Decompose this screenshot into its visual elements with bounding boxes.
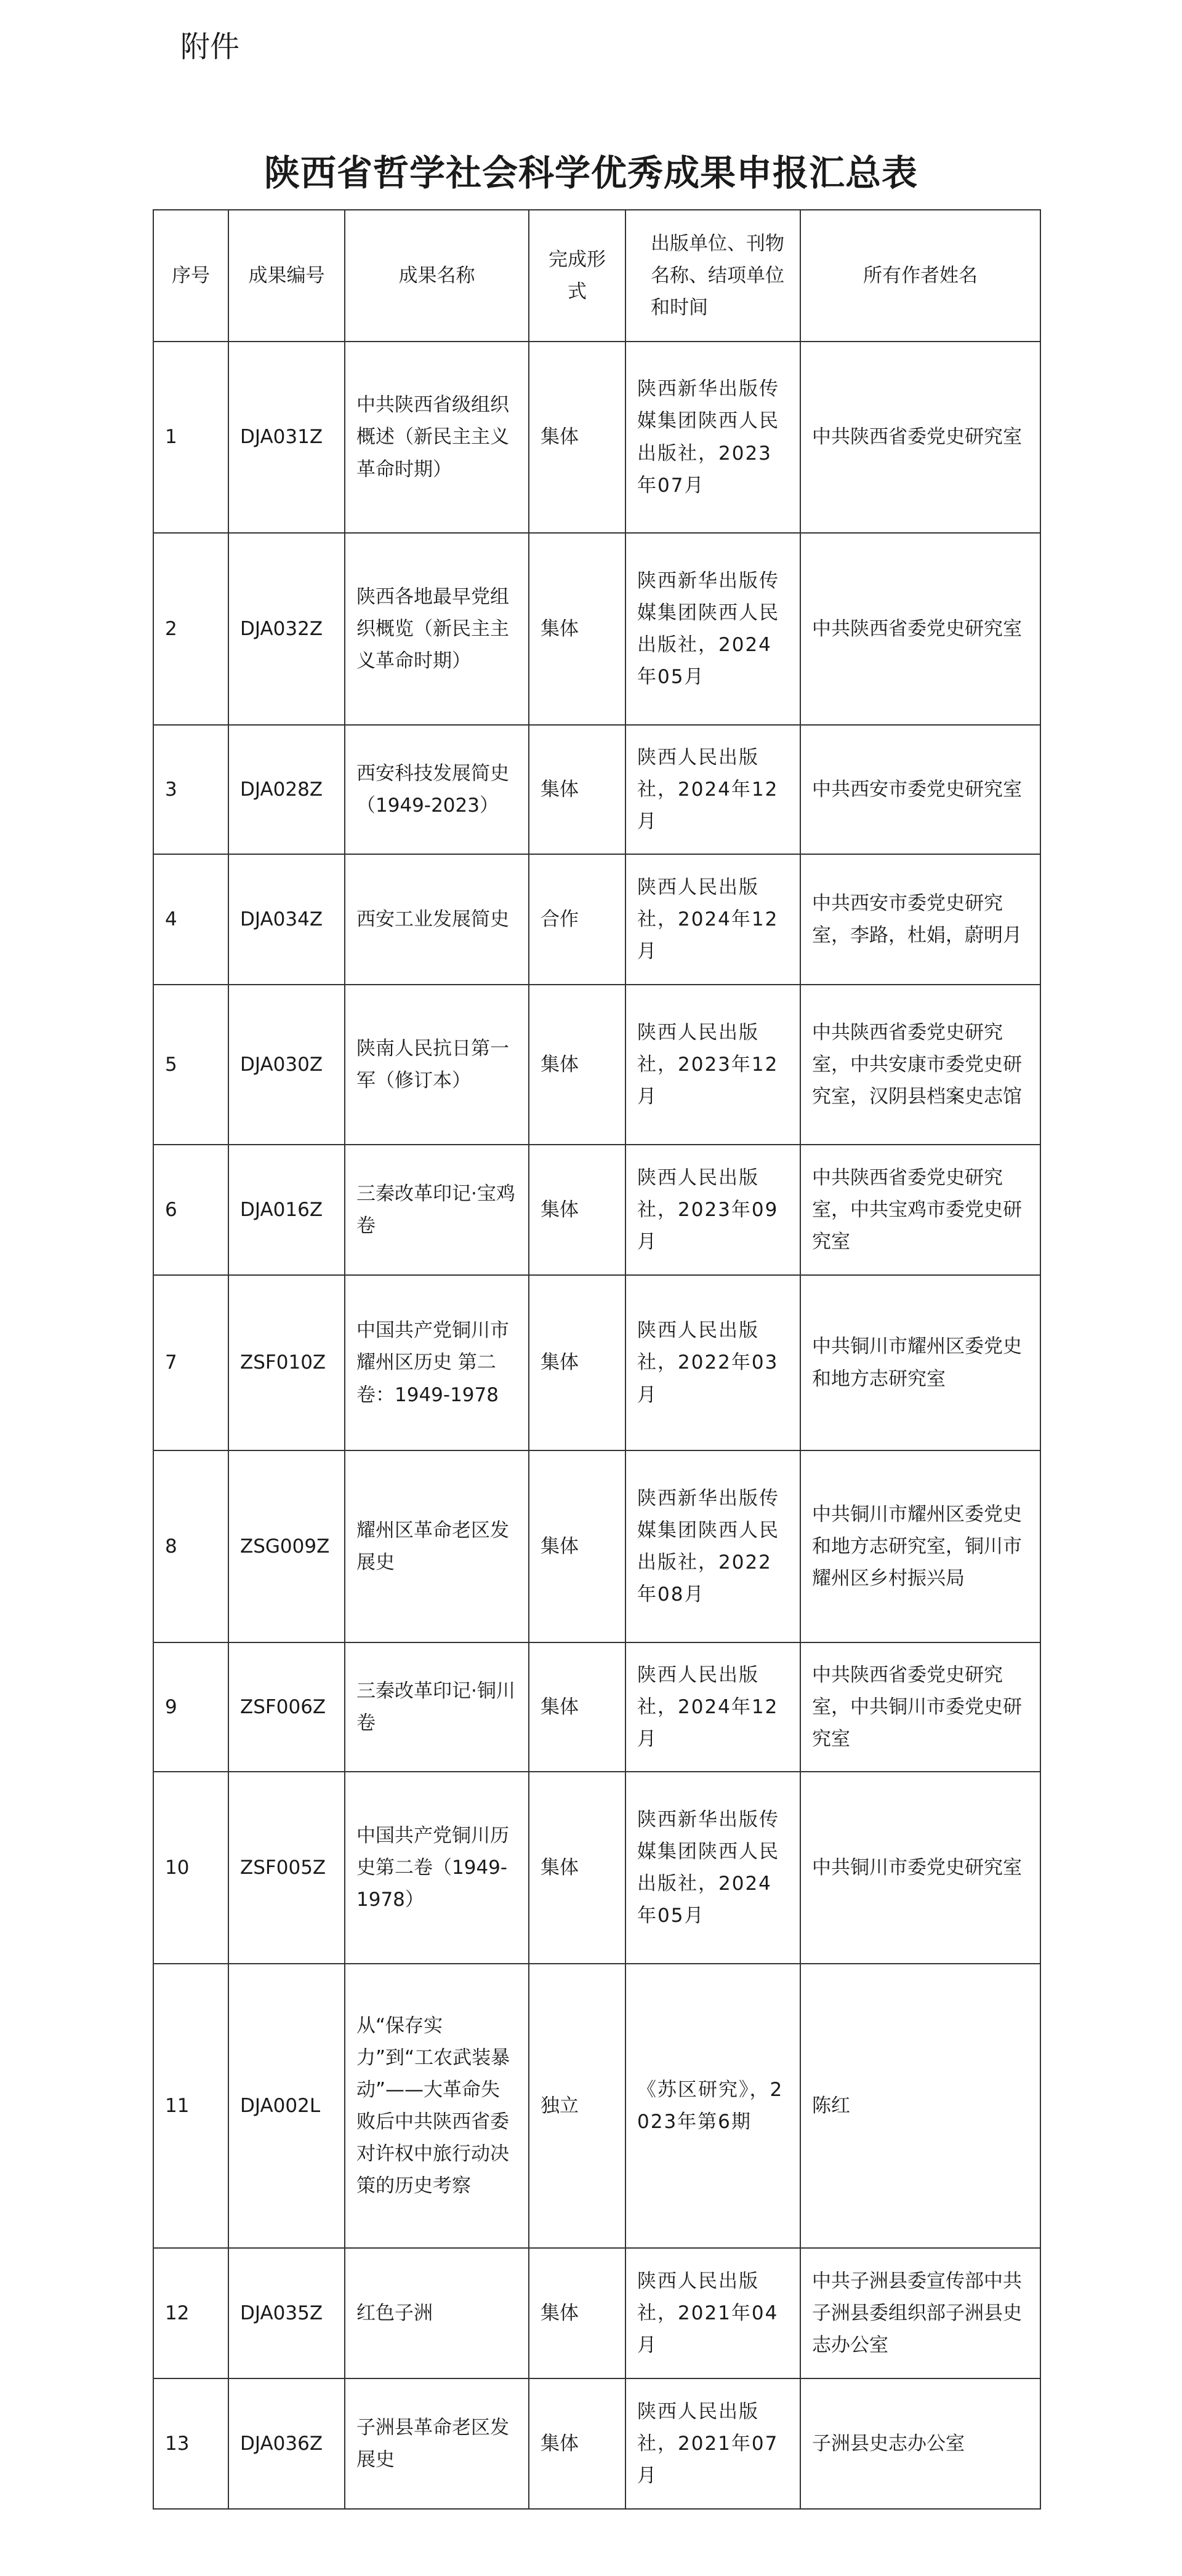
row-code: DJA031Z: [228, 342, 345, 533]
row-code: DJA016Z: [228, 1145, 345, 1275]
row-code: DJA034Z: [228, 854, 345, 985]
attachment-label: 附件: [180, 30, 240, 64]
row-authors: 中共陕西省委党史研究室，中共铜川市委党史研究室: [800, 1642, 1040, 1772]
row-publisher: 陕西人民出版社，2023年12月: [625, 985, 800, 1145]
row-code: ZSF010Z: [228, 1275, 345, 1450]
row-form: 集体: [529, 1772, 625, 1964]
achievements-summary-table: [153, 209, 1041, 2510]
row-code: DJA002L: [228, 1964, 345, 2248]
column-header-publisher: 出版单位、刊物名称、结项单位和时间: [625, 210, 800, 342]
row-name: 中共陕西省级组织概述（新民主主义革命时期）: [345, 342, 529, 533]
row-name: 红色子洲: [345, 2248, 529, 2378]
row-authors: 中共子洲县委宣传部中共子洲县委组织部子洲县史志办公室: [800, 2248, 1040, 2378]
row-name: 陕西各地最早党组织概览（新民主主义革命时期）: [345, 533, 529, 725]
column-header-name: 成果名称: [345, 210, 529, 342]
row-publisher: 陕西人民出版社，2023年09月: [625, 1145, 800, 1275]
row-authors: 中共西安市委党史研究室，李路，杜娟，蔚明月: [800, 854, 1040, 985]
row-form: 集体: [529, 342, 625, 533]
row-publisher: 陕西人民出版社，2024年12月: [625, 725, 800, 854]
table-row: [153, 985, 1040, 1145]
row-code: DJA035Z: [228, 2248, 345, 2378]
row-index: 11: [153, 1964, 228, 2248]
row-code: DJA032Z: [228, 533, 345, 725]
row-publisher: 陕西新华出版传媒集团陕西人民出版社，2024年05月: [625, 533, 800, 725]
row-name: 三秦改革印记·铜川卷: [345, 1642, 529, 1772]
column-header-authors: 所有作者姓名: [800, 210, 1040, 342]
row-form: 独立: [529, 1964, 625, 2248]
row-form: 合作: [529, 854, 625, 985]
row-code: ZSF005Z: [228, 1772, 345, 1964]
row-form: 集体: [529, 1642, 625, 1772]
row-form: 集体: [529, 1145, 625, 1275]
row-publisher: 陕西新华出版传媒集团陕西人民出版社，2022年08月: [625, 1450, 800, 1642]
row-authors: 中共铜川市耀州区委党史和地方志研究室: [800, 1275, 1040, 1450]
row-form: 集体: [529, 2378, 625, 2509]
row-authors: 中共铜川市委党史研究室: [800, 1772, 1040, 1964]
row-index: 13: [153, 2378, 228, 2509]
row-index: 6: [153, 1145, 228, 1275]
row-index: 3: [153, 725, 228, 854]
table-row: [153, 1450, 1040, 1642]
row-name: 从“保存实力”到“工农武装暴动”——大革命失败后中共陕西省委对许权中旅行动决策的历史考察: [345, 1964, 529, 2248]
table-row: [153, 1642, 1040, 1772]
row-code: DJA036Z: [228, 2378, 345, 2509]
table-header-row: [153, 210, 1040, 342]
row-authors: 中共陕西省委党史研究室: [800, 342, 1040, 533]
row-authors: 中共铜川市耀州区委党史和地方志研究室，铜川市耀州区乡村振兴局: [800, 1450, 1040, 1642]
table-row: [153, 1772, 1040, 1964]
column-header-index: 序号: [153, 210, 228, 342]
row-index: 7: [153, 1275, 228, 1450]
row-publisher: 陕西人民出版社，2024年12月: [625, 1642, 800, 1772]
row-index: 5: [153, 985, 228, 1145]
row-index: 1: [153, 342, 228, 533]
row-form: 集体: [529, 2248, 625, 2378]
row-name: 中国共产党铜川历史第二卷（1949-1978）: [345, 1772, 529, 1964]
table-row: [153, 1275, 1040, 1450]
row-index: 2: [153, 533, 228, 725]
table-row: [153, 1964, 1040, 2248]
row-authors: 中共陕西省委党史研究室: [800, 533, 1040, 725]
row-code: ZSF006Z: [228, 1642, 345, 1772]
row-publisher: 陕西人民出版社，2021年04月: [625, 2248, 800, 2378]
row-form: 集体: [529, 533, 625, 725]
row-name: 子洲县革命老区发展史: [345, 2378, 529, 2509]
table-row: [153, 1145, 1040, 1275]
row-index: 12: [153, 2248, 228, 2378]
row-form: 集体: [529, 725, 625, 854]
table-row: [153, 342, 1040, 533]
row-name: 三秦改革印记·宝鸡卷: [345, 1145, 529, 1275]
row-form: 集体: [529, 985, 625, 1145]
row-authors: 中共陕西省委党史研究室，中共安康市委党史研究室，汉阴县档案史志馆: [800, 985, 1040, 1145]
row-authors: 中共西安市委党史研究室: [800, 725, 1040, 854]
table-row: [153, 854, 1040, 985]
row-publisher: 陕西新华出版传媒集团陕西人民出版社，2023年07月: [625, 342, 800, 533]
table-row: [153, 725, 1040, 854]
row-index: 9: [153, 1642, 228, 1772]
row-index: 4: [153, 854, 228, 985]
row-name: 西安科技发展简史（1949-2023）: [345, 725, 529, 854]
row-index: 8: [153, 1450, 228, 1642]
row-authors: 子洲县史志办公室: [800, 2378, 1040, 2509]
row-publisher: 《苏区研究》，2023年第6期: [625, 1964, 800, 2248]
table-row: [153, 2378, 1040, 2509]
table-row: [153, 533, 1040, 725]
row-code: ZSG009Z: [228, 1450, 345, 1642]
row-code: DJA030Z: [228, 985, 345, 1145]
row-publisher: 陕西人民出版社，2024年12月: [625, 854, 800, 985]
row-index: 10: [153, 1772, 228, 1964]
row-form: 集体: [529, 1450, 625, 1642]
row-name: 陕南人民抗日第一军（修订本）: [345, 985, 529, 1145]
column-header-form: 完成形式: [529, 210, 625, 342]
row-name: 耀州区革命老区发展史: [345, 1450, 529, 1642]
row-publisher: 陕西人民出版社，2021年07月: [625, 2378, 800, 2509]
row-publisher: 陕西新华出版传媒集团陕西人民出版社，2024年05月: [625, 1772, 800, 1964]
table-row: [153, 2248, 1040, 2378]
row-authors: 陈红: [800, 1964, 1040, 2248]
row-name: 西安工业发展简史: [345, 854, 529, 985]
document-title: 陕西省哲学社会科学优秀成果申报汇总表: [263, 152, 918, 194]
row-form: 集体: [529, 1275, 625, 1450]
column-header-code: 成果编号: [228, 210, 345, 342]
row-authors: 中共陕西省委党史研究室，中共宝鸡市委党史研究室: [800, 1145, 1040, 1275]
row-code: DJA028Z: [228, 725, 345, 854]
row-publisher: 陕西人民出版社，2022年03月: [625, 1275, 800, 1450]
row-name: 中国共产党铜川市耀州区历史 第二卷：1949-1978: [345, 1275, 529, 1450]
